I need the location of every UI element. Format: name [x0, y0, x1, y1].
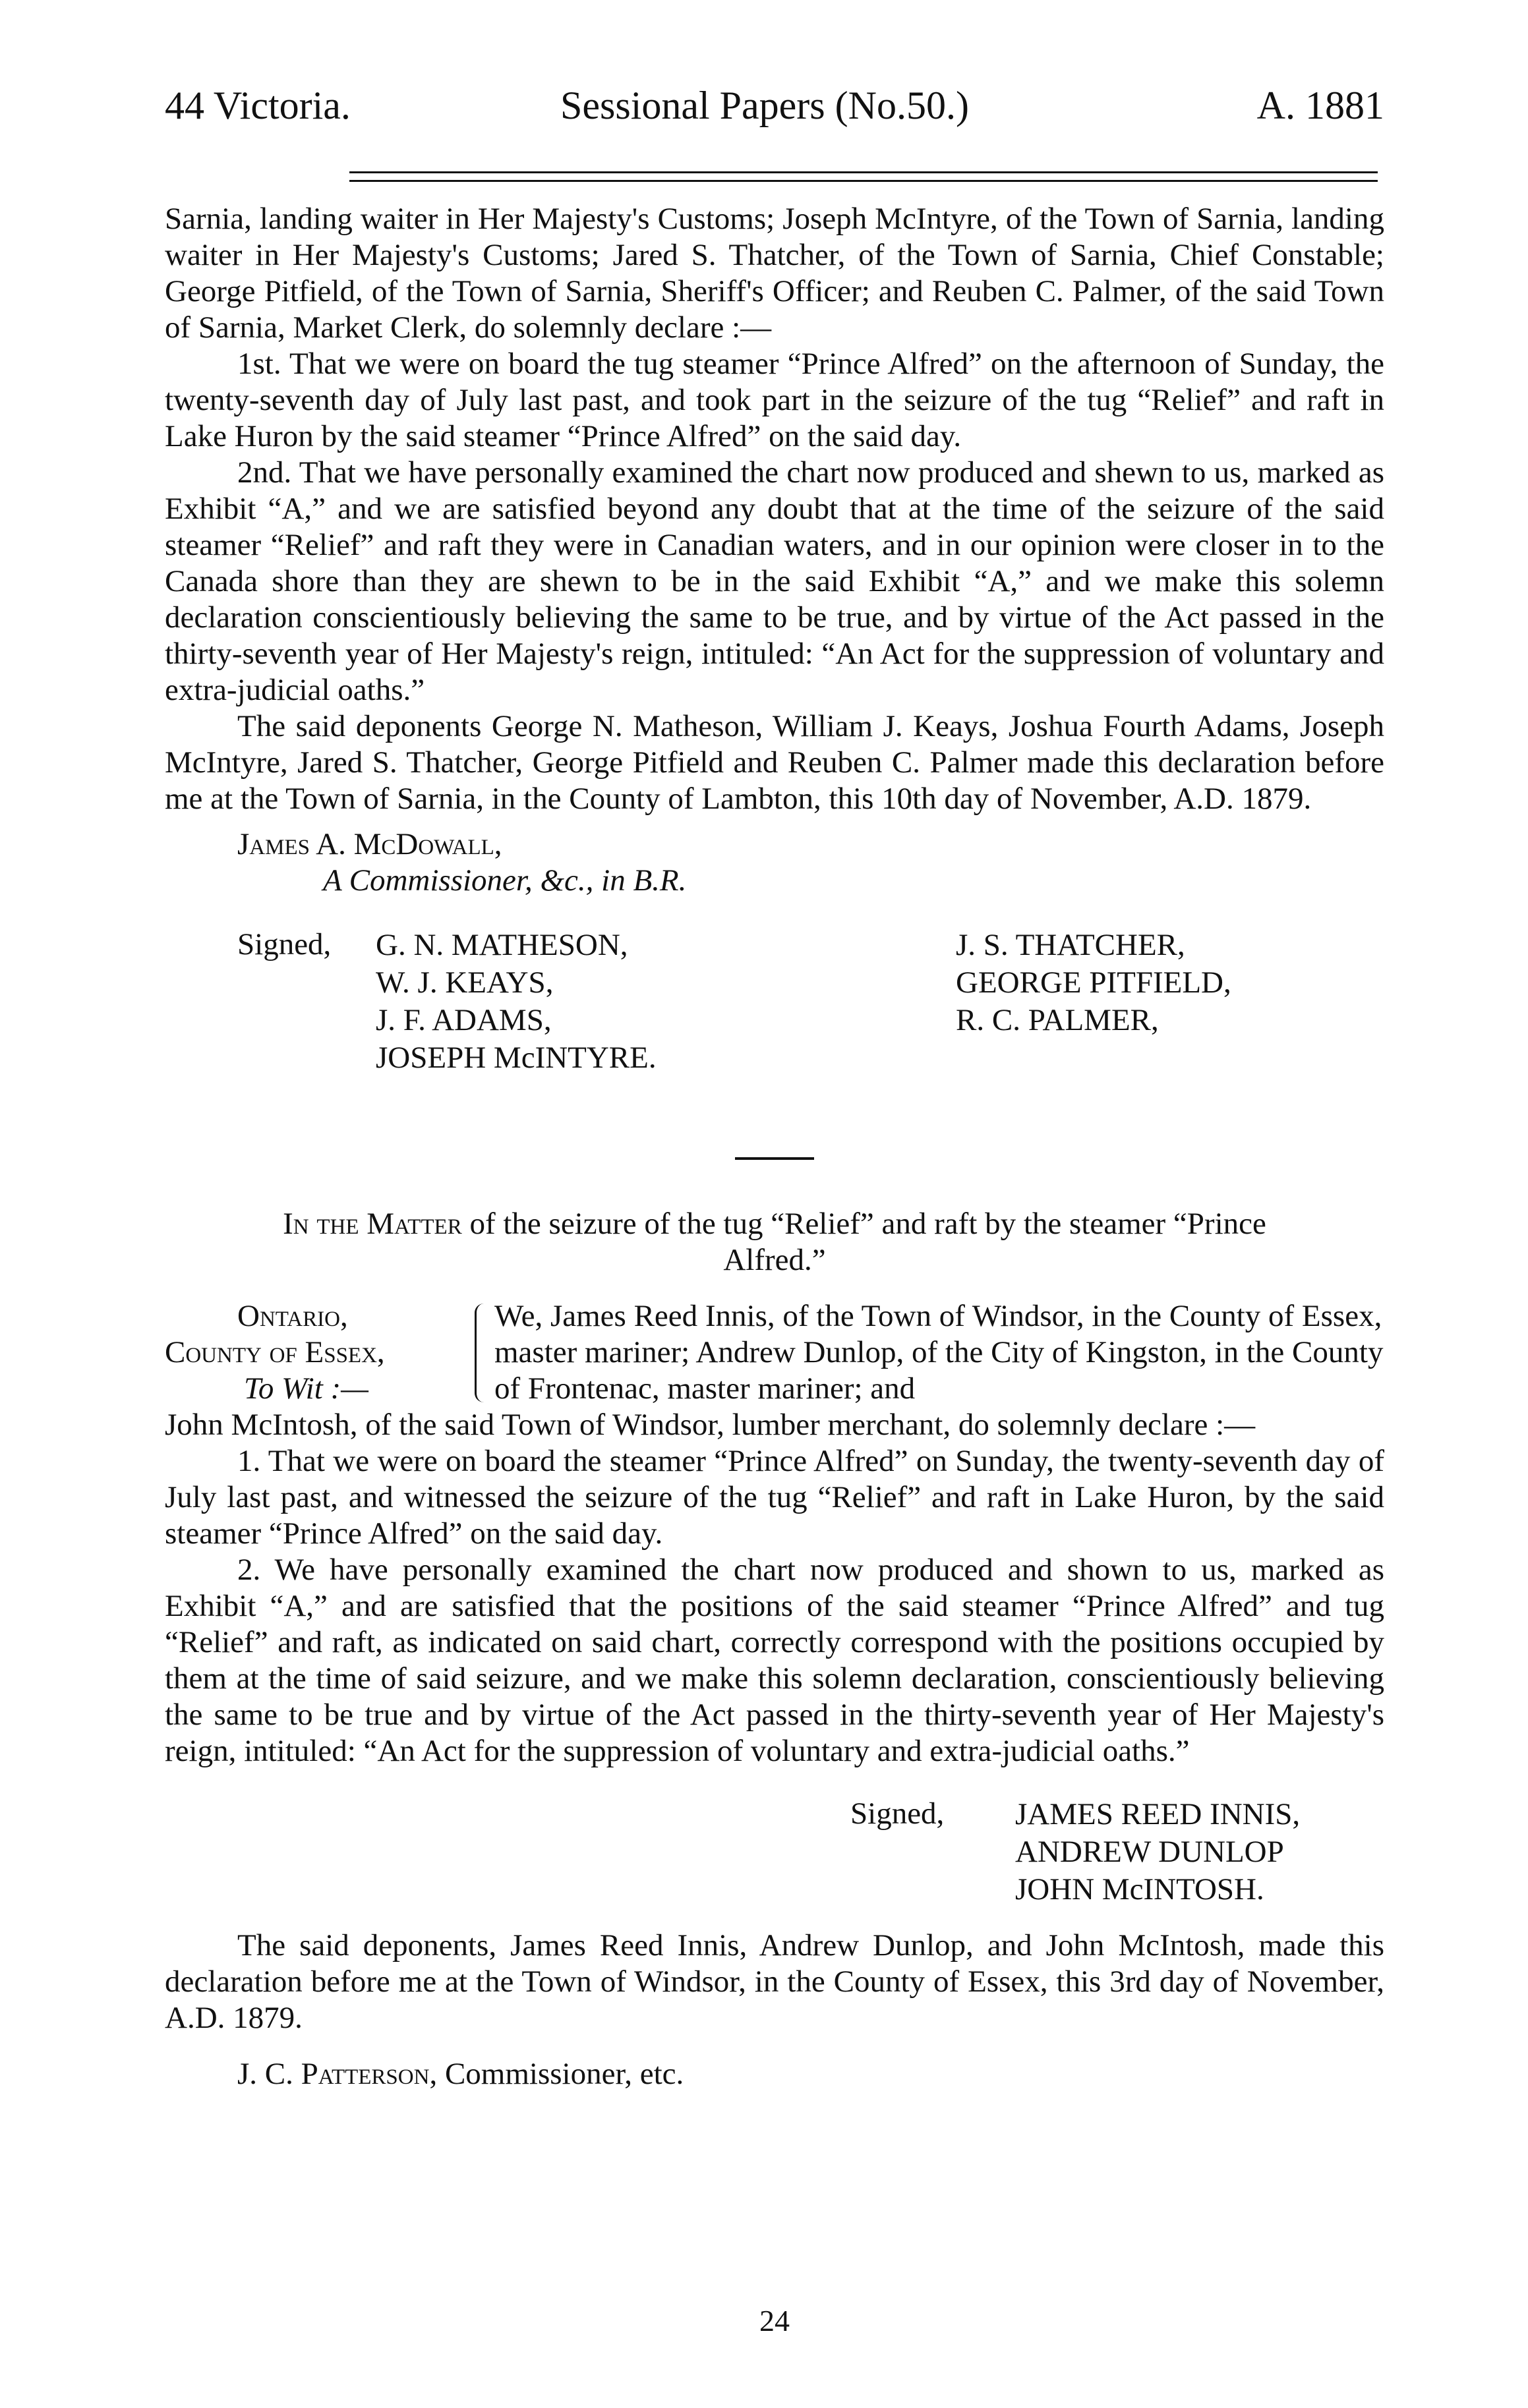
signatory: GEORGE PITFIELD,: [956, 965, 1231, 1000]
matter-heading: [165, 1206, 1384, 1278]
page-number: 24: [759, 2304, 790, 2337]
signed-label: Signed,: [237, 927, 332, 961]
commissioner-block-1: [165, 826, 1384, 899]
signatory: J. F. ADAMS,: [376, 1003, 552, 1037]
signatories: [1015, 1796, 1300, 1908]
signatories-left: [376, 927, 657, 1077]
matter-line-2: Alfred.”: [723, 1243, 826, 1277]
declaration-first: 1st. That we were on board the tug steamer “Prince Alfred” on the afternoon of Sunday, the twenty-seventh day of July last past, and took part in the seizure of the tug “Relief” and raft in Lake Huron by the said steamer “Prince Alfred” on the said day.: [165, 347, 1384, 453]
deponents-statement: The said deponents George N. Matheson, William J. Keays, Joshua Fourth Adams, Joseph McIntyre, Jared S. Thatcher, George Pitfield and Reuben C. Palmer made this declaration before me at the Town of Sarnia, in the County of Lambton, this 10th day of November, A.D. 1879.: [165, 709, 1384, 816]
header-year: A. 1881: [1256, 84, 1384, 127]
venue-province: Ontario,: [237, 1299, 348, 1333]
matter-line-1: of the seizure of the tug “Relief” and raft by the steamer “Prince: [461, 1207, 1266, 1241]
signatory: ANDREW DUNLOP: [1015, 1835, 1284, 1869]
commissioner-name: J. C. Patterson,: [237, 2057, 438, 2091]
venue-block: [165, 1298, 1384, 1407]
deponents-statement-2: The said deponents, James Reed Innis, Andrew Dunlop, and John McIntosh, made this declaration before me at the Town of Windsor, in the County of Essex, this 3rd day of November, A.D. 1879.: [165, 1928, 1384, 2035]
header-rule: [349, 171, 1378, 182]
commissioner-title: A Commissioner, &c., in B.R.: [323, 863, 687, 898]
commissioner-title: Commissioner, etc.: [437, 2057, 684, 2091]
signed-label: Signed,: [850, 1796, 945, 1831]
commissioner-name: James A. McDowall,: [237, 827, 502, 861]
signatory: G. N. MATHESON,: [376, 928, 628, 962]
declaration-intro-2: John McIntosh, of the said Town of Windsor, lumber merchant, do solemnly declare :—: [165, 1408, 1256, 1442]
declaration-intro: Sarnia, landing waiter in Her Majesty's Customs; Joseph McIntyre, of the Town of Sarnia, landing waiter in Her Majesty's Customs; Jared S. Thatcher, of the Town of Sarnia, Chief Constable; George Pitfield, of the Town of Sarnia, Sheriff's Officer; and Reuben C. Palmer, of the said Town of Sarnia, Market Clerk, do solemnly declare :—: [165, 202, 1384, 345]
signatory: JAMES REED INNIS,: [1015, 1797, 1301, 1831]
section-divider: [735, 1157, 814, 1160]
venue-brace: [475, 1304, 490, 1402]
venue-county: County of Essex,: [165, 1335, 385, 1369]
document-page: [165, 79, 1397, 2337]
venue-to-wit: To Wit :—: [244, 1371, 368, 1406]
signatory: R. C. PALMER,: [956, 1003, 1159, 1037]
signatory: JOHN McINTOSH.: [1015, 1872, 1264, 1906]
declaration-point-2: 2. We have personally examined the chart now produced and shown to us, marked as Exhibit “A,” and are satisfied that the positions of the said steamer “Prince Alfred” and tug “Relief” and raft, as indicated on said chart, correctly correspond with the positions occupied by them at the time of said seizure, and we make this solemn declaration, conscientiously believing the same to be true and by virtue of the Act passed in the thirty-seventh year of Her Majesty's reign, intituled: “An Act for the suppression of voluntary and extra-judicial oaths.”: [165, 1553, 1384, 1768]
declaration-second: 2nd. That we have personally examined the chart now produced and shewn to us, marked as Exhibit “A,” and we are satisfied beyond any doubt that at the time of the seizure of the said steamer “Relief” and raft they were in Canadian waters, and in our opinion were closer in to the Canada shore than they are shewn to be in the said Exhibit “A,” and we make this solemn declaration conscientiously believing the same to be true, and by virtue of the Act passed in the thirty-seventh year of Her Majesty's reign, intituled: “An Act for the suppression of voluntary and extra-judicial oaths.”: [165, 455, 1384, 707]
declaration-point-1: 1. That we were on board the steamer “Prince Alfred” on Sunday, the twenty-seventh day of July last past, and witnessed the seizure of the tug “Relief” and raft in Lake Huron, by the said steamer “Prince Alfred” on the said day.: [165, 1444, 1384, 1551]
signatory: JOSEPH McINTYRE.: [376, 1041, 657, 1075]
header-title: Sessional Papers (No.50.): [560, 84, 969, 127]
signatures-block-2: [165, 1796, 1384, 1928]
venue-declarants: We, James Reed Innis, of the Town of Windsor, in the County of Essex, master mariner; Andrew Dunlop, of the City of Kingston, in the County of Frontenac, master mariner; and: [494, 1299, 1384, 1406]
signatures-block-1: [165, 927, 1384, 1078]
signatory: J. S. THATCHER,: [956, 928, 1185, 962]
header-session: 44 Victoria.: [165, 84, 351, 127]
venue-labels: [165, 1298, 468, 1407]
page-header: [165, 79, 1397, 132]
commissioner-block-2: [165, 2056, 1384, 2092]
signatory: W. J. KEAYS,: [376, 965, 554, 1000]
document-body: [165, 201, 1384, 2092]
signatories-right: [956, 927, 1231, 1039]
matter-lead: In the Matter: [283, 1207, 462, 1241]
